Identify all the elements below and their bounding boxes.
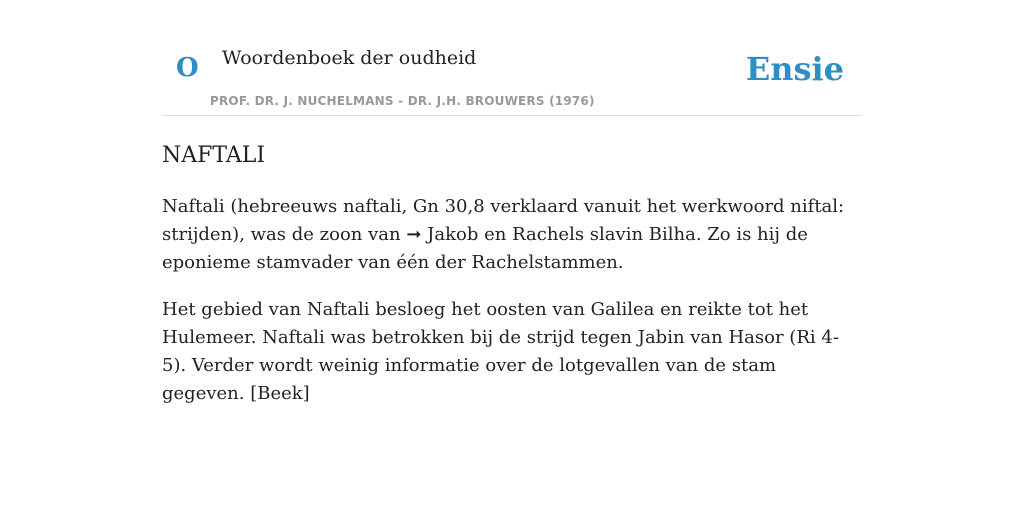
book-title-link[interactable]: Woordenboek der oudheid	[222, 47, 477, 69]
entry-title: NAFTALI	[162, 143, 266, 168]
ensie-logo-link[interactable]: Ensie	[745, 50, 844, 88]
letter-index-link[interactable]: O	[176, 53, 199, 83]
book-authors: PROF. DR. J. NUCHELMANS - DR. J.H. BROUWERS (1976)	[210, 94, 595, 108]
link-arrow-icon: ➞	[406, 224, 422, 245]
paragraph-1-text-before: Naftali (hebreeuws naftali, Gn 30,8 verklaard vanuit het werkwoord niftal: strijden), was de zoon van	[162, 196, 845, 245]
jakob-link[interactable]	[406, 224, 478, 245]
book-header	[162, 0, 862, 116]
paragraph-1-text-after: en Rachels slavin Bilha. Zo is hij de eponieme stamvader van één der Rachelstammen.	[162, 224, 808, 273]
entry-paragraph-2: Het gebied van Naftali besloeg het oosten van Galilea en reikte tot het Hulemeer. Naftali was betrokken bij de strijd tegen Jabin van Hasor (Ri 4-5). Verder wordt weinig informatie over de lotgevallen van de stam gegeven. [Beek]	[162, 299, 839, 404]
jakob-link-label: Jakob	[427, 224, 479, 245]
entry-paragraph-1	[162, 193, 862, 277]
content-wrapper	[162, 0, 862, 408]
